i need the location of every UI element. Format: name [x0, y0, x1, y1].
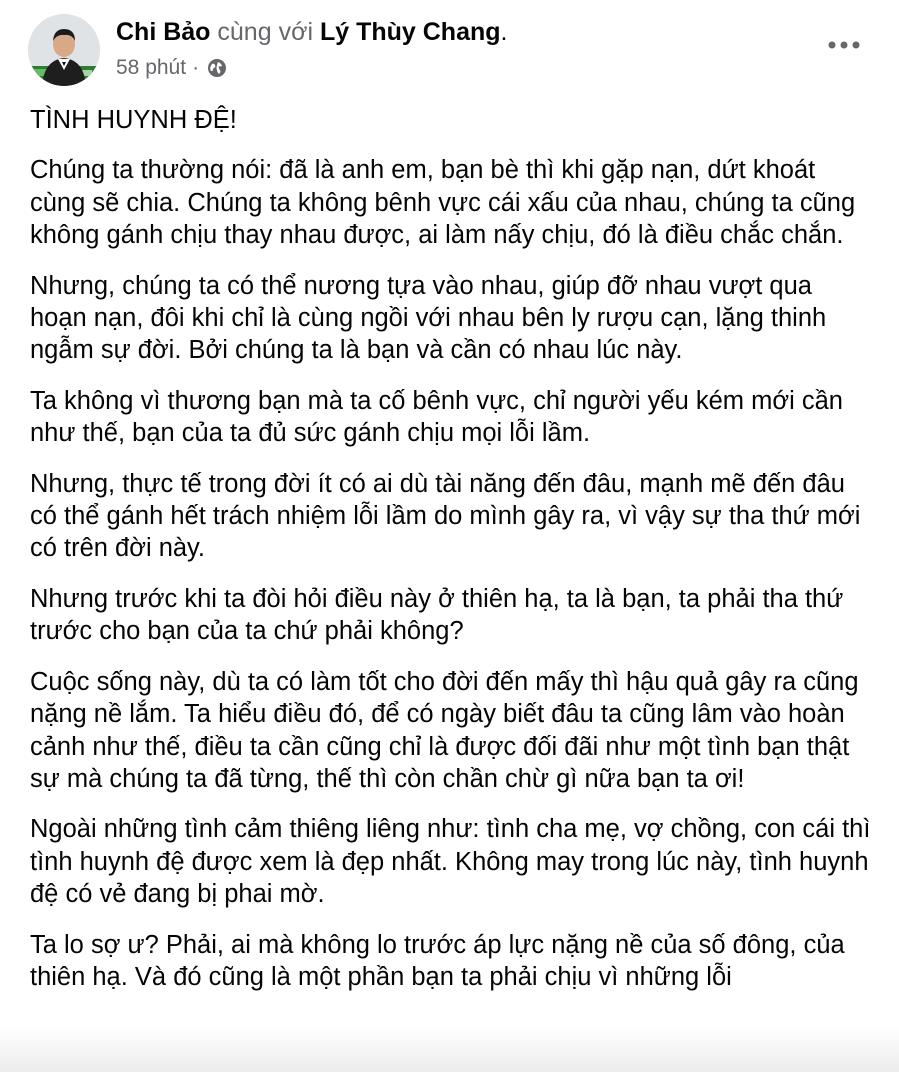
- post-body: [30, 104, 875, 1011]
- more-horizontal-icon: [828, 41, 860, 49]
- more-options-button[interactable]: [824, 30, 864, 60]
- with-text: cùng với: [217, 18, 314, 46]
- post-header: [0, 0, 899, 96]
- author-name[interactable]: Chi Bảo: [116, 18, 211, 46]
- bottom-fade: [0, 1026, 899, 1072]
- post-time[interactable]: 58 phút: [116, 56, 187, 79]
- post-meta: [116, 54, 227, 82]
- author-line: [116, 16, 507, 48]
- post-paragraph-2: Nhưng, chúng ta có thể nương tựa vào nhau, giúp đỡ nhau vượt qua hoạn nạn, đôi khi chỉ là cùng ngồi với nhau bên ly rượu cạn, lặng thinh ngẫm sự đời. Bởi chúng ta là bạn và cần có nhau lúc này.: [30, 271, 827, 365]
- post-paragraph-6: Cuộc sống này, dù ta có làm tốt cho đời đến mấy thì hậu quả gây ra cũng nặng nề lắm. Ta hiểu điều đó, để có ngày biết đâu ta cũng lâm vào hoàn cảnh như thế, điều ta cần cũng chỉ là được đối đãi như một tình bạn thật sự mà chúng ta đã từng, thế thì còn chần chừ gì nữa bạn ta ơi!: [30, 667, 859, 793]
- post-paragraph-5: Nhưng trước khi ta đòi hỏi điều này ở thiên hạ, ta là bạn, ta phải tha thứ trước cho bạn của ta chứ phải không?: [30, 584, 844, 646]
- tagged-name[interactable]: Lý Thùy Chang: [319, 18, 501, 46]
- period: .: [500, 18, 508, 46]
- post-paragraph-4: Nhưng, thực tế trong đời ít có ai dù tài năng đến đâu, mạnh mẽ đến đâu có thể gánh hết trách nhiệm lỗi lầm do mình gây ra, vì vậy sự tha thứ mới có trên đời này.: [30, 469, 861, 563]
- avatar[interactable]: [28, 14, 100, 86]
- meta-dot: ·: [192, 56, 200, 79]
- post-paragraph-3: Ta không vì thương bạn mà ta cố bênh vực, chỉ người yếu kém mới cần như thế, bạn của ta đủ sức gánh chịu mọi lỗi lầm.: [30, 386, 843, 448]
- post-paragraph-8: Ta lo sợ ư? Phải, ai mà không lo trước áp lực nặng nề của số đông, của thiên hạ. Và đó cũng là một phần bạn ta phải chịu vì những lỗi: [30, 930, 845, 991]
- post-paragraph-1: Chúng ta thường nói: đã là anh em, bạn bè thì khi gặp nạn, dứt khoát cùng sẽ chia. Chúng ta không bênh vực cái xấu của nhau, chúng ta cũng không gánh chịu thay nhau được, ai làm nấy chịu, đó là điều chắc chắn.: [30, 156, 856, 250]
- post-title: TÌNH HUYNH ĐỆ!: [30, 106, 237, 134]
- avatar-photo: [28, 14, 100, 86]
- globe-icon[interactable]: [207, 58, 227, 78]
- post-paragraph-7: Ngoài những tình cảm thiêng liêng như: tình cha mẹ, vợ chồng, con cái thì tình huynh đệ được xem là đẹp nhất. Không may trong lúc này, tình huynh đệ có vẻ đang bị phai mờ.: [30, 815, 871, 909]
